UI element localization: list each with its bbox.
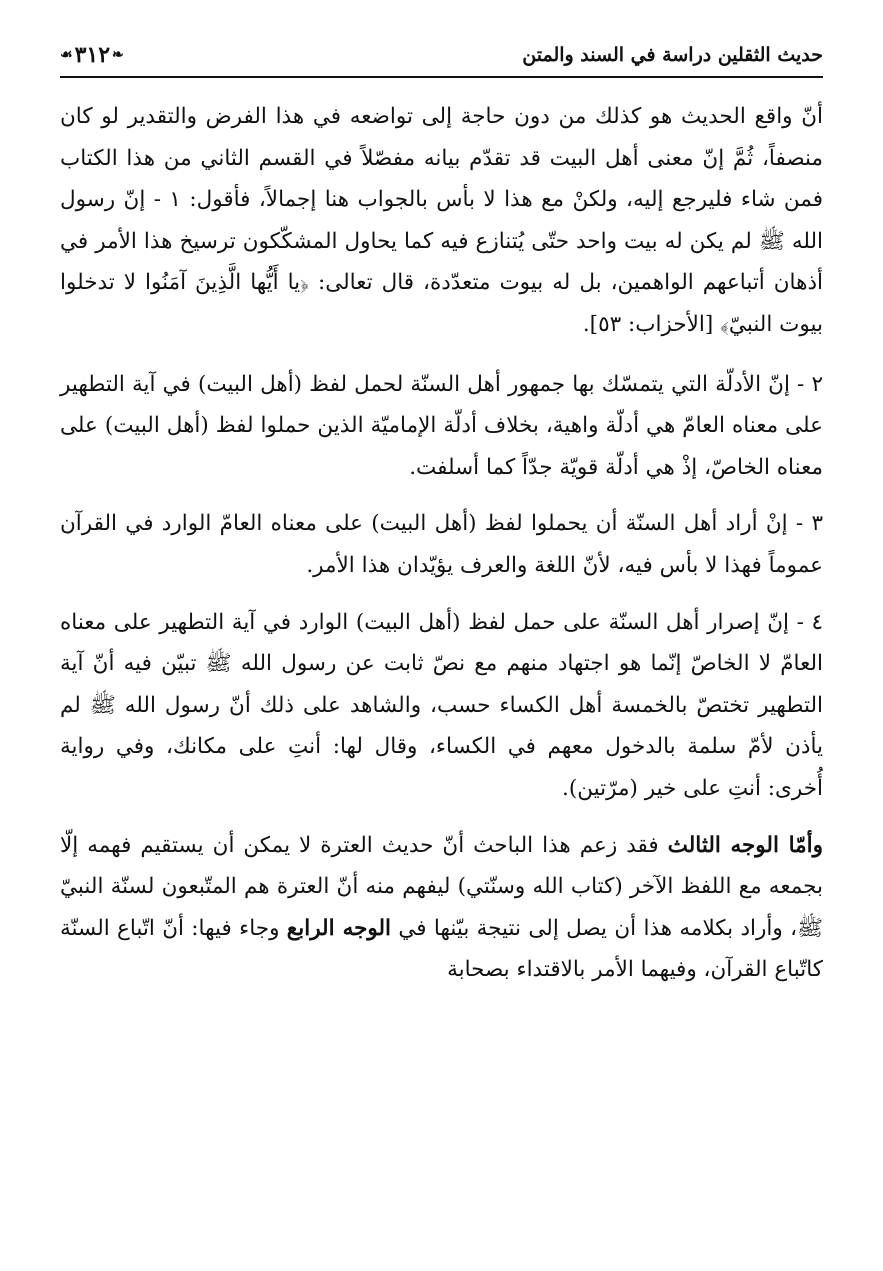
paragraph: ٣ - إنْ أراد أهل السنّة أن يحملوا لفظ (أهل البيت) على معناه العامّ الوارد في القرآن عموماً فهذا لا بأس فيه، لأنّ اللغة والعرف يؤيّدان هذا الأمر. xyxy=(60,511,823,578)
ornament-icon: ☙ xyxy=(60,47,73,63)
body-text xyxy=(60,96,823,1006)
paragraph: ٢ - إنّ الأدلّة التي يتمسّك بها جمهور أهل السنّة لحمل لفظ (أهل البيت) في آية التطهير على معناه العامّ هي أدلّة واهية، بخلاف أدلّة الإماميّة الذين حملوا لفظ (أهل البيت) على معناه الخاصّ، إذْ هي أدلّة قويّة جدّاً كما أسلفت. xyxy=(60,371,823,480)
page-number-value: ٣١٢ xyxy=(74,42,111,68)
bold-term: الوجه الرابع xyxy=(286,915,392,941)
paragraph: ٤ - إنّ إصرار أهل السنّة على حمل لفظ (أهل البيت) الوارد في آية التطهير على معناه العامّ لا الخاصّ إنّما هو اجتهاد منهم مع نصّ ثابت عن رسول الله ﷺ تبيّن فيه أنّ آية التطهير تختصّ بالخمسة أهل الكساء حسب، والشاهد على ذلك أنّ رسول الله ﷺ لم يأذن لأمّ سلمة بالدخول معهم في الكساء، وقال لها: أنتِ على مكانك، وفي رواية أُخرى: أنتِ على خير (مرّتين). xyxy=(60,609,823,801)
page-header xyxy=(60,34,823,78)
ornament-icon: ❧ xyxy=(112,47,124,63)
paragraph-text-tail: وجاء فيها: أنّ اتّباع السنّة كاتّباع القرآن، وفيهما الأمر بالاقتداء بصحابة xyxy=(60,915,823,983)
paragraph: أنّ واقع الحديث هو كذلك من دون حاجة إلى تواضعه في هذا الفرض والتقدير لو كان منصفاً، ثُمَّ إنّ معنى أهل البيت قد تقدّم بيانه مفصّلاً في القسم الثاني من هذا الكتاب فمن شاء فليرجع إليه، ولكنْ مع هذا لا بأس بالجواب هنا إجمالاً، فأقول: ١ - إنّ رسول الله ﷺ لم يكن له بيت واحد حتّى يُتنازع فيه كما يحاول المشكّكون ترسيخ هذا الأمر في أذهان أتباعهم الواهمين، بل له بيوت متعدّدة، قال تعالى: ﴿يا أَيُّها الَّذِينَ آمَنُوا لا تدخلوا بيوت النبيّ﴾ [الأحزاب: ٥٣]. xyxy=(60,104,824,337)
page-number xyxy=(60,42,124,68)
bold-lead: وأمّا الوجه الثالث xyxy=(667,832,823,858)
paragraph xyxy=(60,825,823,991)
running-title: حديث الثقلين دراسة في السند والمتن xyxy=(522,44,823,66)
paragraph-text: فقد زعم هذا الباحث أنّ حديث العترة لا يمكن أن يستقيم فهمه إلّا بجمعه مع اللفظ الآخر (كتاب الله وسنّتي) ليفهم منه أنّ العترة هم المتّبعون لسنّة النبيّ ﷺ، وأراد بكلامه هذا أن يصل إلى نتيجة بيّنها في xyxy=(60,832,824,941)
